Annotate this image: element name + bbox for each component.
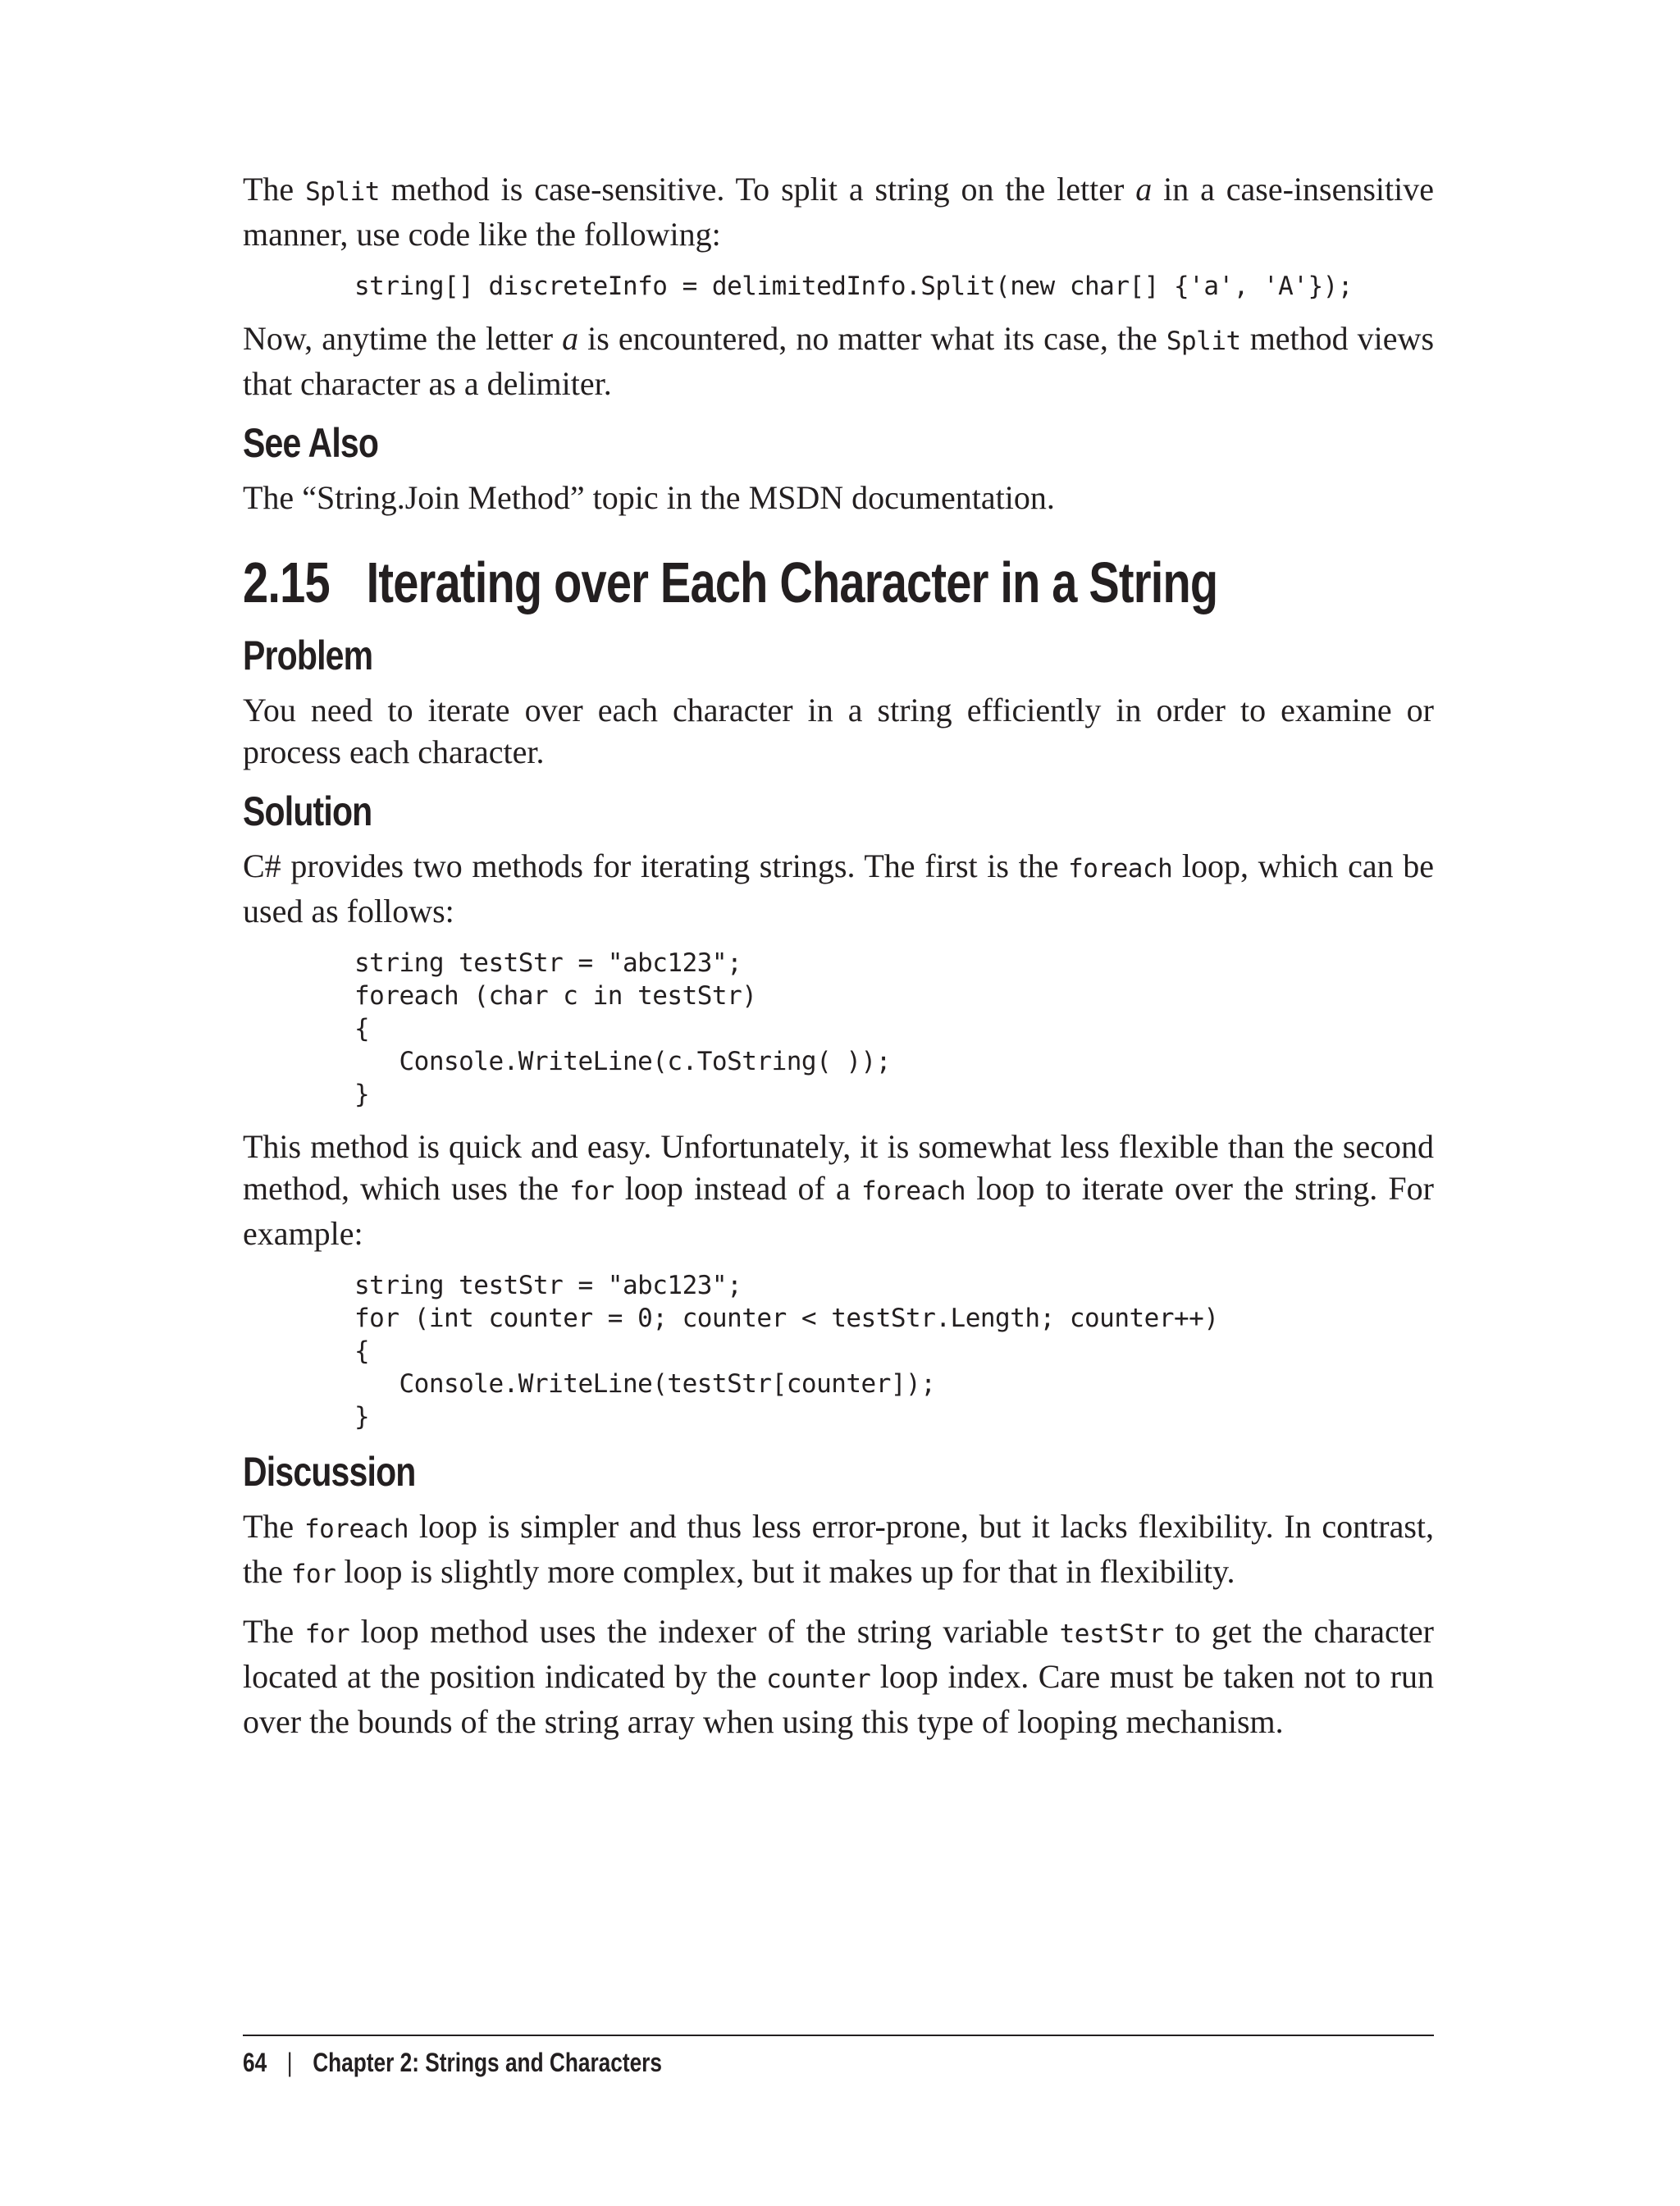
text-run: The <box>243 1508 304 1545</box>
text-run: loop index. Care must be taken not to run over the bounds of the string array when using this type of looping mechanism. <box>243 1658 1435 1740</box>
inline-code: for <box>290 1560 336 1589</box>
page-number: 64 <box>243 2048 267 2077</box>
code-line: string[] discreteInfo = delimitedInfo.Split(new char[] {'a', 'A'}); <box>354 272 1353 301</box>
page-footer <box>243 2035 1434 2078</box>
text-run: loop is simpler and thus less error-prone, but it lacks flexibility. In contrast, the <box>243 1508 1435 1590</box>
text-run: This method is quick and easy. Unfortunately, it is somewhat less flexible than the second method, which uses the <box>243 1128 1434 1207</box>
text-run: The <box>243 1613 305 1650</box>
text-run: loop, which can be used as follows: <box>243 847 1434 929</box>
code-line: Console.WriteLine(c.ToString( )); <box>354 1047 891 1076</box>
italic-text: a <box>1135 171 1153 208</box>
code-line: Console.WriteLine(testStr[counter]); <box>354 1369 936 1399</box>
text-run: loop is slightly more complex, but it makes up for that in flexibility. <box>336 1553 1235 1590</box>
intro-paragraph-1 <box>243 168 1434 255</box>
code-line: { <box>354 1336 370 1366</box>
inline-code: foreach <box>861 1176 966 1206</box>
problem-text: You need to iterate over each character in a string efficiently in order to examine or process each character. <box>243 692 1434 770</box>
text-run: method views that character as a delimiter. <box>243 320 1435 402</box>
chapter-title: Chapter 2: Strings and Characters <box>313 2048 662 2077</box>
inline-code: Split <box>305 177 380 207</box>
text-run: in a case-insensitive manner, use code like the following: <box>243 171 1434 253</box>
text-run: The <box>243 171 306 208</box>
recipe-title-text: Iterating over Each Character in a String <box>366 550 1218 614</box>
code-block-for <box>243 1269 1434 1433</box>
footer-separator: | <box>286 2048 293 2077</box>
code-line: string testStr = "abc123"; <box>354 948 742 978</box>
text-run: loop method uses the indexer of the string variable <box>349 1613 1060 1650</box>
text-run: loop to iterate over the string. For example: <box>243 1170 1434 1252</box>
discussion-paragraph-1 <box>243 1505 1434 1596</box>
page-content <box>243 168 1434 1757</box>
discussion-paragraph-2 <box>243 1610 1434 1742</box>
inline-code: for <box>304 1619 350 1649</box>
text-run: loop instead of a <box>614 1170 861 1207</box>
code-line: } <box>354 1402 370 1432</box>
inline-code: testStr <box>1059 1619 1164 1649</box>
solution-heading: Solution <box>243 788 372 834</box>
solution-paragraph-1 <box>243 845 1434 932</box>
text-run: Now, anytime the letter <box>243 320 563 357</box>
text-run: to get the character located at the position indicated by the <box>243 1613 1435 1695</box>
code-line: for (int counter = 0; counter < testStr.Length; counter++) <box>354 1304 1219 1333</box>
recipe-number: 2.15 <box>243 550 330 614</box>
inline-code: foreach <box>304 1514 409 1544</box>
code-line: foreach (char c in testStr) <box>354 981 757 1011</box>
see-also-heading: See Also <box>243 420 379 466</box>
text-run: C# provides two methods for iterating strings. The first is the <box>243 847 1069 884</box>
text-run: method is case-sensitive. To split a string on the letter <box>379 171 1136 208</box>
code-block-split <box>243 270 1434 303</box>
inline-code: foreach <box>1068 854 1173 884</box>
footer-text <box>243 2048 1220 2078</box>
recipe-title <box>243 550 1218 615</box>
see-also-text: The “String.Join Method” topic in the MSDN documentation. <box>243 479 1055 516</box>
code-line: { <box>354 1014 370 1044</box>
code-line: } <box>354 1080 370 1109</box>
discussion-heading: Discussion <box>243 1449 416 1495</box>
solution-paragraph-2 <box>243 1126 1434 1254</box>
inline-code: counter <box>766 1665 871 1694</box>
inline-code: Split <box>1166 327 1241 356</box>
problem-heading: Problem <box>243 633 373 678</box>
code-block-foreach <box>243 947 1434 1111</box>
inline-code: for <box>569 1176 614 1206</box>
code-line: string testStr = "abc123"; <box>354 1271 742 1300</box>
italic-text: a <box>562 320 579 357</box>
text-run: is encountered, no matter what its case, the <box>578 320 1166 357</box>
intro-paragraph-2 <box>243 317 1434 404</box>
